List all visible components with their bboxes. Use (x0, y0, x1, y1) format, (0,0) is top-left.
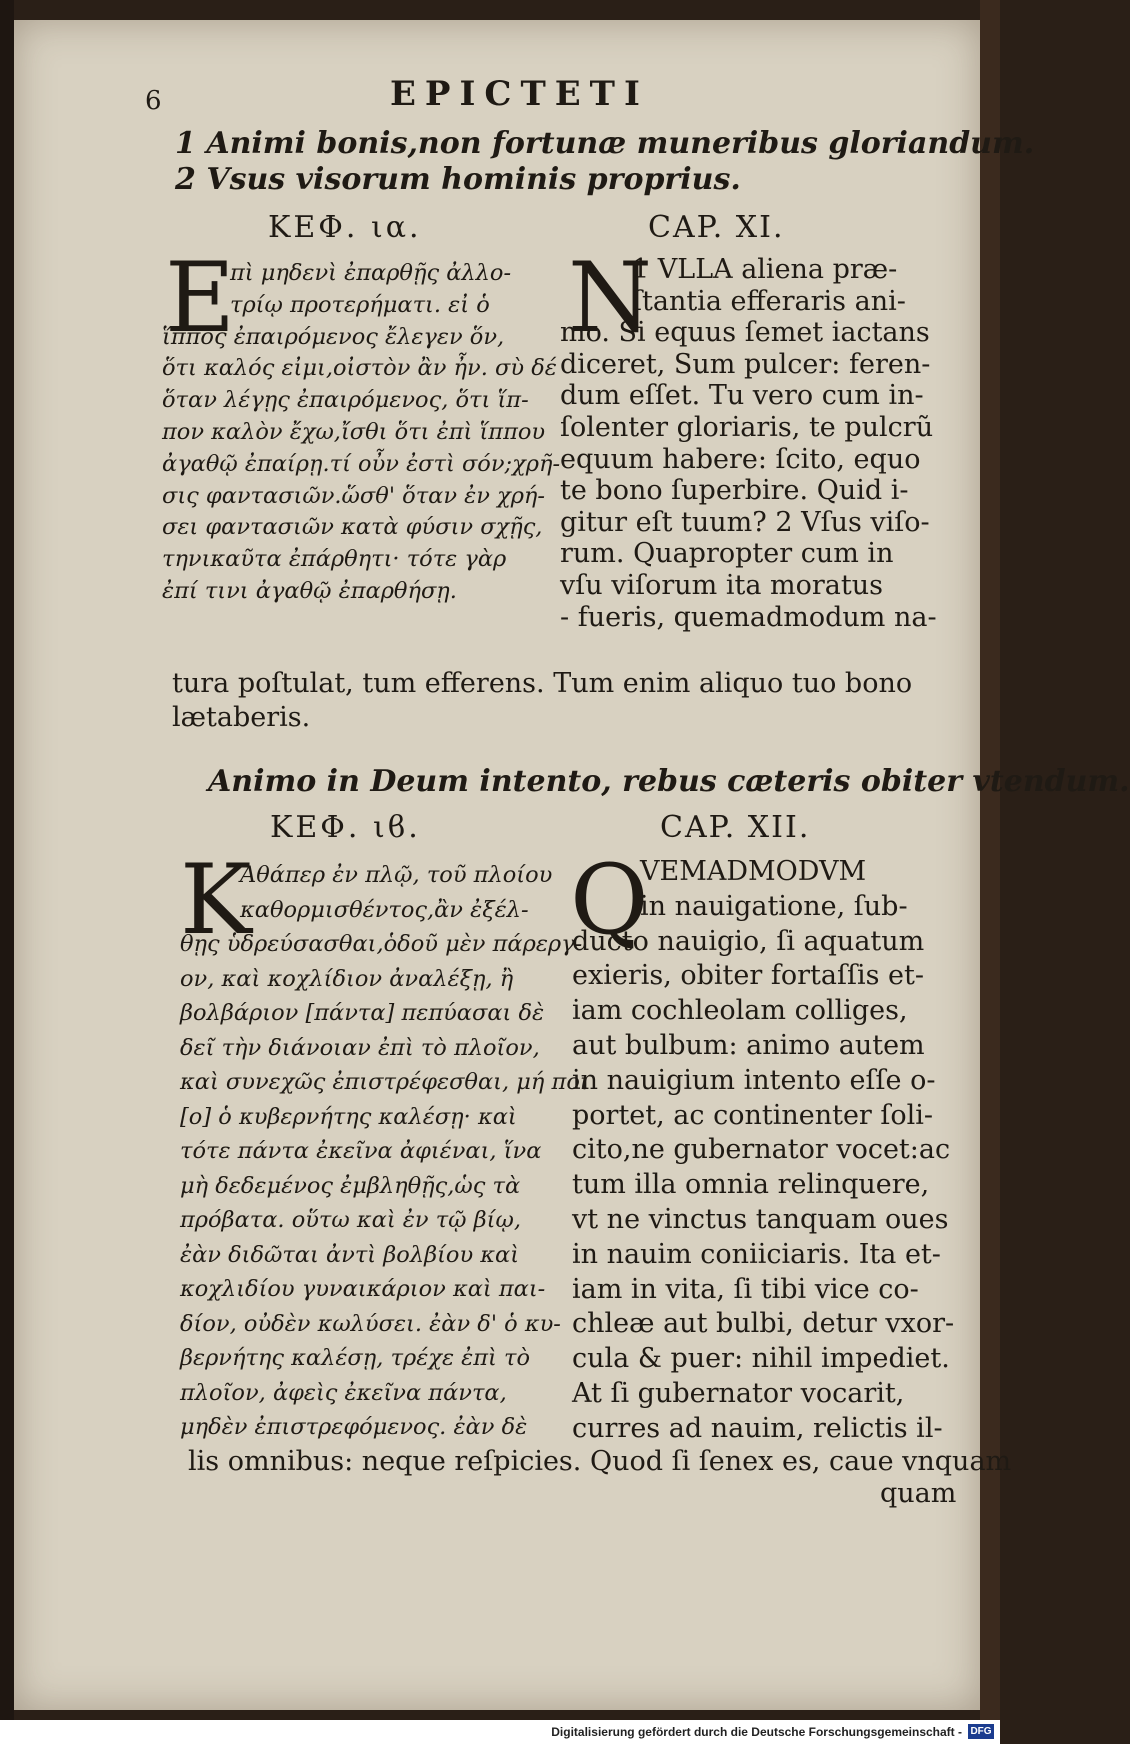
greek-line: δίον, οὐδὲν κωλύσει. ἐὰν δ' ὁ κυ- (180, 1310, 561, 1337)
greek-line: τότε πάντα ἐκεῖνα ἀφιέναι, ἵνα (180, 1138, 542, 1164)
latin-line: VEMADMODVM (640, 856, 867, 887)
latin-line: ſtantia efferaris ani- (632, 285, 906, 317)
latin-line: in nauim coniiciaris. Ita et- (572, 1238, 941, 1270)
greek-line: μηδὲν ἐπιστρεφόμενος. ἐὰν δὲ (180, 1414, 528, 1440)
greek-line: πλοῖον, ἀφεὶς ἐκεῖνα πάντα, (180, 1379, 507, 1406)
latin-line: portet, ac continenter ſoli- (572, 1099, 934, 1131)
latin-line: te bono ſuperbire. Quid i- (560, 475, 909, 507)
greek-line: καὶ συνεχῶς ἐπιστρέφεσθαι, μή ποι (180, 1069, 589, 1095)
greek-line: μὴ δεδεμένος ἐμβληθῇς,ὡς τὰ (180, 1172, 521, 1199)
latin-line: in nauigium intento eſſe o- (572, 1064, 936, 1096)
latin-line: in nauigatione, ſub- (640, 890, 908, 922)
greek-line: ἐὰν διδῶται ἀντὶ βολβίου καὶ (180, 1241, 520, 1268)
latin-full-line: tura poſtulat, tum efferens. Tum enim aliquo tuo bono (172, 668, 913, 699)
page-edge-left (0, 0, 14, 1744)
greek-line: σει φαντασιῶν κατὰ φύσιν σχῇς, (162, 514, 543, 541)
latin-line: cito,ne gubernator vocet:ac (572, 1134, 951, 1166)
chapter12-summary: Animo in Deum intento, rebus cæteris obiter vtendum. (208, 764, 1130, 799)
greek-line: τηνικαῦτα ἐπάρθητι· τότε γὰρ (162, 546, 507, 573)
latin-line: - fueris, quemadmodum na- (560, 601, 937, 633)
chapter12-latin-heading: CAP. XII. (660, 810, 811, 845)
greek-line: θῃς ὑδρεύσασθαι,ὁδοῦ μὲν πάρεργ- (180, 931, 583, 957)
latin-line: ducto nauigio, ſi aquatum (572, 925, 925, 957)
latin-full-line: lætaberis. (172, 702, 311, 733)
greek-line: ὅταν λέγῃς ἐπαιρόμενος, ὅτι ἵπ- (162, 387, 529, 414)
latin-line: exieris, obiter fortaſſis et- (572, 960, 924, 992)
greek-line: [ο] ὁ κυβερνήτης καλέσῃ· καὶ (180, 1103, 517, 1130)
latin-line: 1 VLLA aliena præ- (632, 254, 898, 285)
chapter11-latin-heading: CAP. XI. (648, 210, 785, 245)
chapter11-greek-initial: E (165, 242, 236, 354)
latin-line: dum eſſet. Tu vero cum in- (560, 380, 924, 412)
chapter11-latin-initial: N (568, 242, 652, 354)
latin-line: gitur eſt tuum? 2 Vſus viſo- (560, 506, 930, 538)
greek-line: ον, καὶ κοχλίδιον ἀναλέξῃ, ἢ (180, 965, 514, 992)
greek-line: ἐπί τινι ἀγαθῷ ἐπαρθήσῃ. (162, 578, 457, 604)
digitization-footer (0, 1720, 1000, 1744)
greek-line: δεῖ τὴν διάνοιαν ἐπὶ τὸ πλοῖον, (180, 1034, 540, 1061)
greek-line: κοχλιδίου γυναικάριον καὶ παι- (180, 1276, 546, 1302)
latin-line: rum. Quapropter cum in (560, 538, 894, 570)
chapter12-greek-heading: ΚΕΦ. ιϐ. (270, 810, 421, 845)
page-number: 6 (145, 86, 162, 116)
greek-line: Αθάπερ ἐν πλῷ, τοῦ πλοίου (240, 862, 553, 888)
latin-line: At ſi gubernator vocarit, (572, 1378, 905, 1409)
catchword: quam (880, 1478, 957, 1509)
latin-line: aut bulbum: animo autem (572, 1030, 925, 1061)
latin-line: iam cochleolam colliges, (572, 995, 908, 1027)
latin-line: vt ne vinctus tanquam oues (572, 1204, 949, 1235)
latin-line: mo. Si equus ſemet iactans (560, 317, 930, 349)
chapter11-greek-heading: ΚΕΦ. ια. (268, 210, 422, 245)
chapter12-latin-initial: Q (570, 844, 649, 956)
footer-text: Digitalisierung gefördert durch die Deutsche Forschungsgemeinschaft - (551, 1725, 962, 1739)
greek-line: βολβάριον [πάντα] πεπύασαι δὲ (180, 1000, 545, 1026)
dfg-logo: DFG (968, 1724, 994, 1739)
latin-line: vſu viſorum ita moratus (560, 570, 883, 601)
greek-line: ἀγαθῷ ἐπαίρῃ.τί οὖν ἐστὶ σόν;χρῆ- (162, 450, 561, 477)
book-binding (980, 0, 1000, 1744)
latin-line: cula & puer: nihil impediet. (572, 1343, 950, 1375)
greek-line: πον καλὸν ἔχω,ἴσθι ὅτι ἐπὶ ἵππου (162, 419, 546, 445)
chapter12-latin-full-line: lis omnibus: neque reſpicies. Quod ſi ſenex es, caue vnquam (188, 1446, 1012, 1477)
latin-line: curres ad nauim, relictis il- (572, 1412, 943, 1444)
latin-line: diceret, Sum pulcer: feren- (560, 348, 931, 380)
chapter12-greek-initial: K (180, 844, 252, 956)
chapter11-summary-2: 2 Vsus visorum hominis proprius. (175, 162, 741, 197)
greek-line: ἵππος ἐπαιρόμενος ἔλεγεν ὅν, (162, 323, 505, 350)
greek-line: τρίῳ προτερήματι. εἰ ὁ (230, 291, 490, 318)
chapter11-summary-1: 1 Animi bonis,non fortunæ muneribus gloriandum. (175, 126, 1035, 161)
greek-line: βερνήτης καλέσῃ, τρέχε ἐπὶ τὸ (180, 1345, 531, 1371)
greek-line: πὶ μηδενὶ ἐπαρθῇς ἀλλο- (230, 260, 512, 286)
greek-line: πρόβατα. οὕτω καὶ ἐν τῷ βίῳ, (180, 1207, 521, 1233)
latin-line: chleæ aut bulbi, detur vxor- (572, 1308, 955, 1340)
latin-line: tum illa omnia relinquere, (572, 1169, 930, 1201)
latin-line: ſolenter gloriaris, te pulcrũ (560, 412, 934, 443)
latin-line: iam in vita, ſi tibi vice co- (572, 1273, 919, 1305)
greek-line: σις φαντασιῶν.ὥσθ' ὅταν ἐν χρή- (162, 482, 546, 509)
greek-line: ὅτι καλός εἰμι,οἰστὸν ἂν ἦν. σὺ δέ (162, 355, 557, 382)
greek-line: καθορμισθέντος,ἂν ἐξέλ- (240, 896, 529, 923)
latin-line: equum habere: ſcito, equo (560, 443, 921, 475)
running-title: EPICTETI (390, 74, 649, 114)
